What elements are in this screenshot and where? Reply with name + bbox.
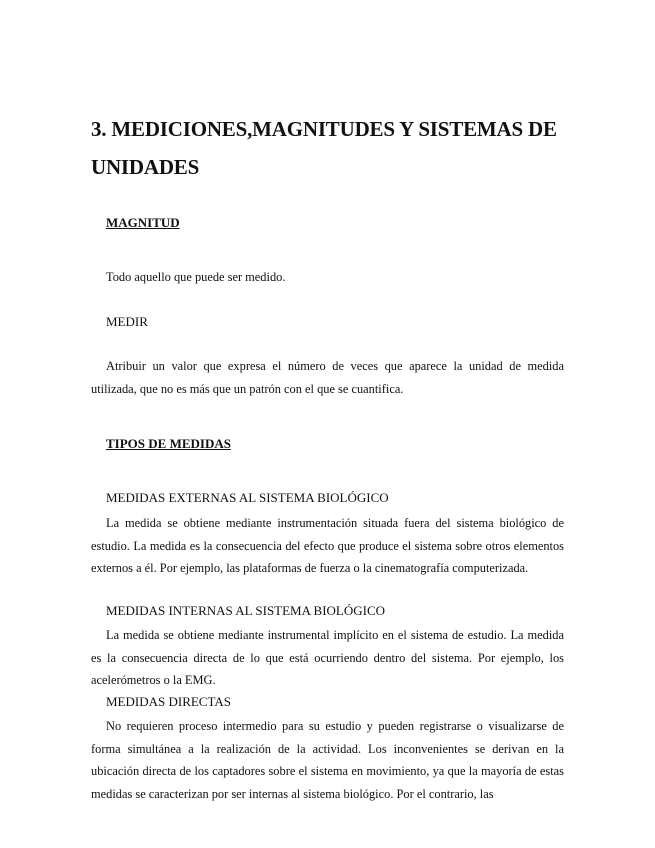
paragraph-internas: La medida se obtiene mediante instrumental implícito en el sistema de estudio. La medida es la consecuencia directa de lo que está ocurriendo dentro del sistema. Por ejemplo, los acelerómetros o la EMG.: [91, 628, 564, 688]
subheading-externas: MEDIDAS EXTERNAS AL SISTEMA BIOLÓGICO: [106, 490, 389, 505]
subheading-directas: MEDIDAS DIRECTAS: [106, 694, 231, 709]
subheading-internas: MEDIDAS INTERNAS AL SISTEMA BIOLÓGICO: [106, 603, 386, 618]
section-heading-magnitud: MAGNITUD: [106, 215, 180, 230]
section-heading-tipos: TIPOS DE MEDIDAS: [106, 436, 231, 451]
paragraph-directas: No requieren proceso intermedio para su estudio y pueden registrarse o visualizarse de forma simultánea a la realización de la actividad. Los inconvenientes se derivan en la ubicación directa de los captadores sobre el sistema en movimiento, ya que la mayoría de estas medidas se caracterizan por ser internas al sistema biológico. Por el contrario, las: [91, 719, 564, 801]
magnitud-definition: Todo aquello que puede ser medido.: [106, 270, 286, 284]
section-heading-medir: MEDIR: [106, 314, 148, 329]
medir-definition: Atribuir un valor que expresa el número de veces que aparece la unidad de medida utilizada, que no es más que un patrón con el que se cuantifica.: [91, 359, 564, 396]
paragraph-externas: La medida se obtiene mediante instrumentación situada fuera del sistema biológico de estudio. La medida es la consecuencia del efecto que produce el sistema sobre otros elementos externos a él. Por ejemplo, las plataformas de fuerza o la cinematografía computerizada.: [91, 516, 564, 576]
page-title: 3. MEDICIONES,MAGNITUDES Y SISTEMAS DE UNIDADES: [91, 117, 557, 179]
